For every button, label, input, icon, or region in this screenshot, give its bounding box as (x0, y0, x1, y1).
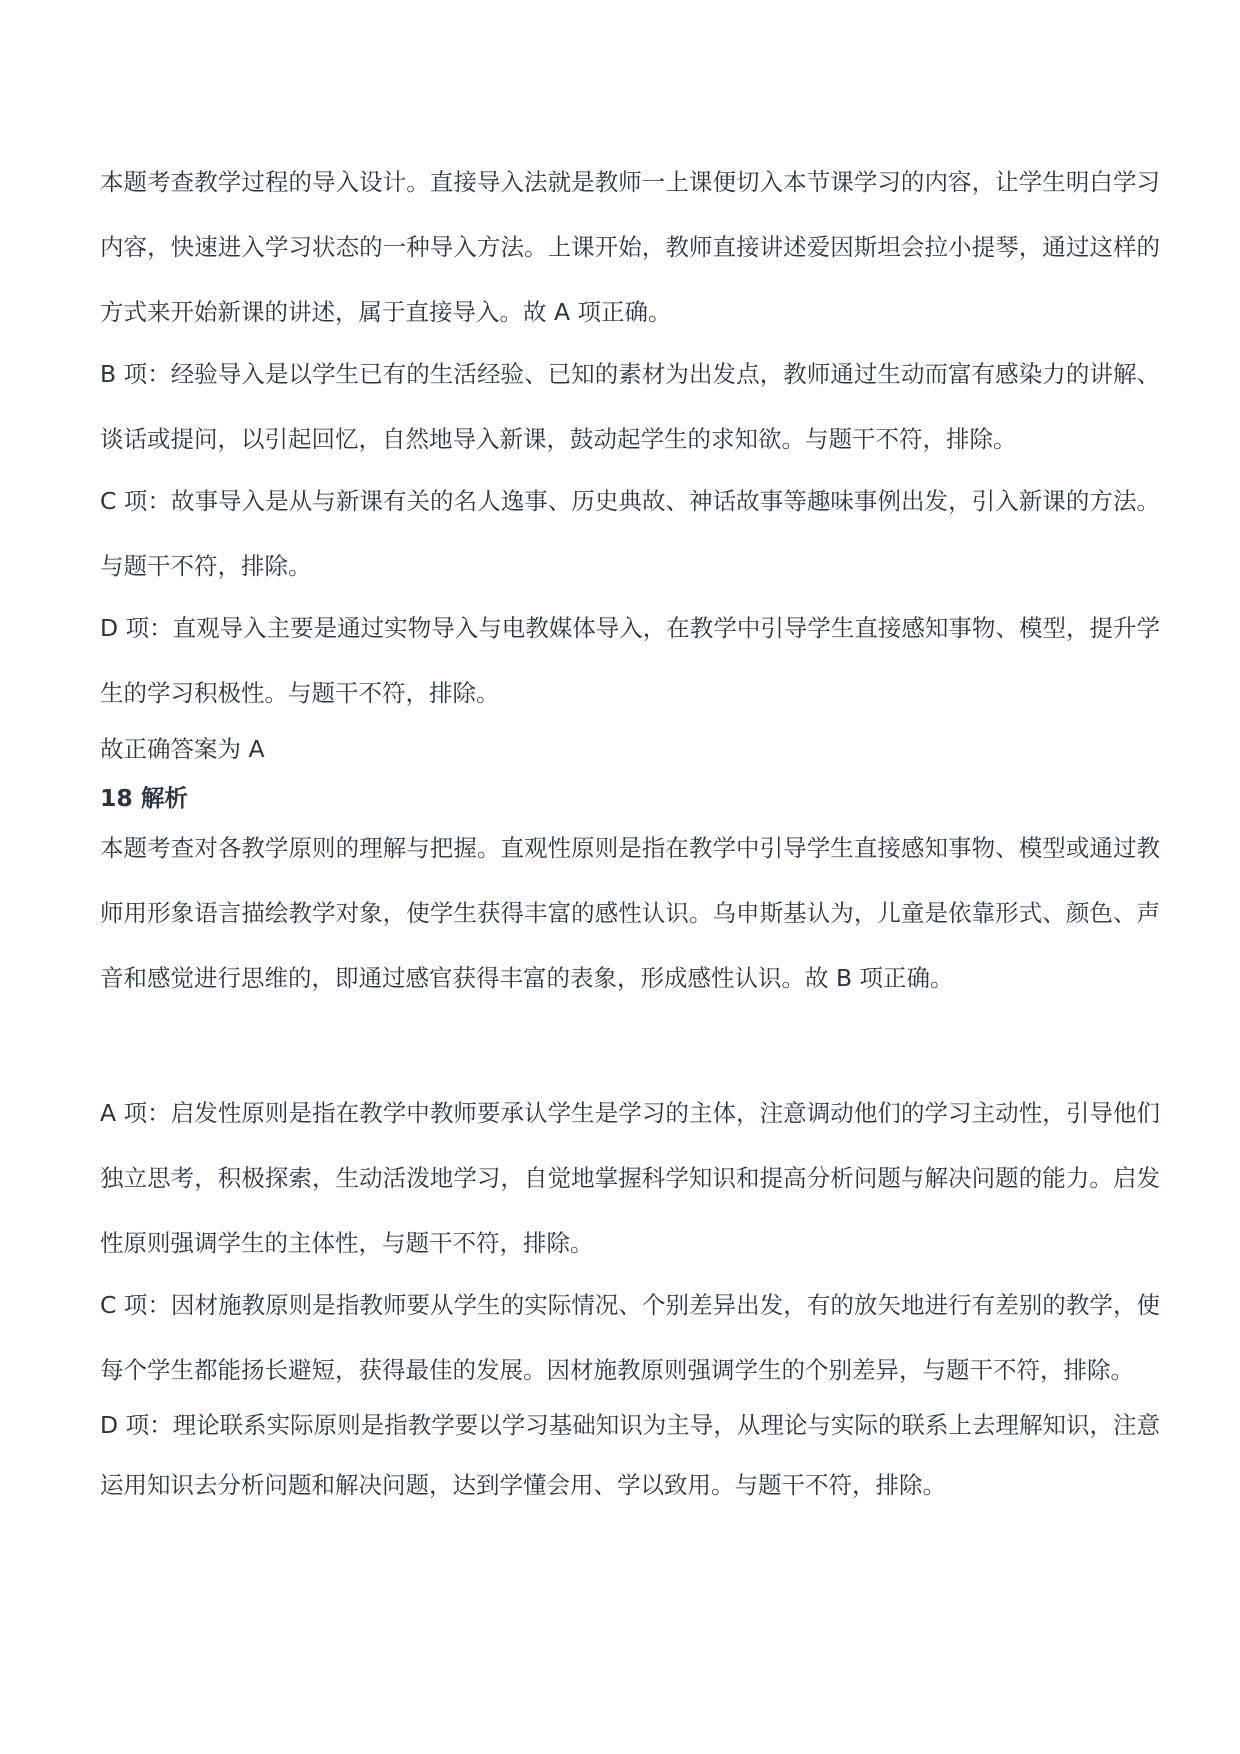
q18-option-d-paragraph: D 项：理论联系实际原则是指教学要以学习基础知识为主导，从理论与实际的联系上去理解知识，注意运用知识去分析问题和解决问题，达到学懂会用、学以致用。与题干不符，排除。 (100, 1411, 1160, 1499)
q17-option-d-paragraph: D 项：直观导入主要是通过实物导入与电教媒体导入，在教学中引导学生直接感知事物、模型，提升学生的学习积极性。与题干不符，排除。 (100, 614, 1160, 707)
document-page (100, 150, 1160, 1515)
q17-answer-line: 故正确答案为 A (100, 735, 265, 763)
section-spacer (100, 1011, 1160, 1081)
q17-intro-paragraph: 本题考查教学过程的导入设计。直接导入法就是教师一上课便切入本节课学习的内容，让学生明白学习内容，快速进入学习状态的一种导入方法。上课开始，教师直接讲述爱因斯坦会拉小提琴，通过这样的方式来开始新课的讲述，属于直接导入。故 A 项正确。 (100, 168, 1160, 326)
q18-option-c-paragraph: C 项：因材施教原则是指教师要从学生的实际情况、个别差异出发，有的放矢地进行有差别的教学，使每个学生都能扬长避短，获得最佳的发展。因材施教原则强调学生的个别差异，与题干不符，排除。 (100, 1291, 1160, 1384)
q18-heading: 18 解析 (100, 784, 188, 812)
q18-option-a-paragraph: A 项：启发性原则是指在教学中教师要承认学生是学习的主体，注意调动他们的学习主动性，引导他们独立思考，积极探索，生动活泼地学习，自觉地掌握科学知识和提高分析问题与解决问题的能力。启发性原则强调学生的主体性，与题干不符，排除。 (100, 1099, 1160, 1257)
q17-option-c-paragraph: C 项：故事导入是从与新课有关的名人逸事、历史典故、神话故事等趣味事例出发，引入新课的方法。与题干不符，排除。 (100, 487, 1160, 580)
q17-option-b-paragraph: B 项：经验导入是以学生已有的生活经验、已知的素材为出发点，教师通过生动而富有感染力的讲解、谈话或提问，以引起回忆，自然地导入新课，鼓动起学生的求知欲。与题干不符，排除。 (100, 360, 1160, 453)
q18-intro-paragraph: 本题考查对各教学原则的理解与把握。直观性原则是指在教学中引导学生直接感知事物、模型或通过教师用形象语言描绘教学对象，使学生获得丰富的感性认识。乌申斯基认为，儿童是依靠形式、颜色、声音和感觉进行思维的，即通过感官获得丰富的表象，形成感性认识。故 B 项正确。 (100, 834, 1160, 992)
